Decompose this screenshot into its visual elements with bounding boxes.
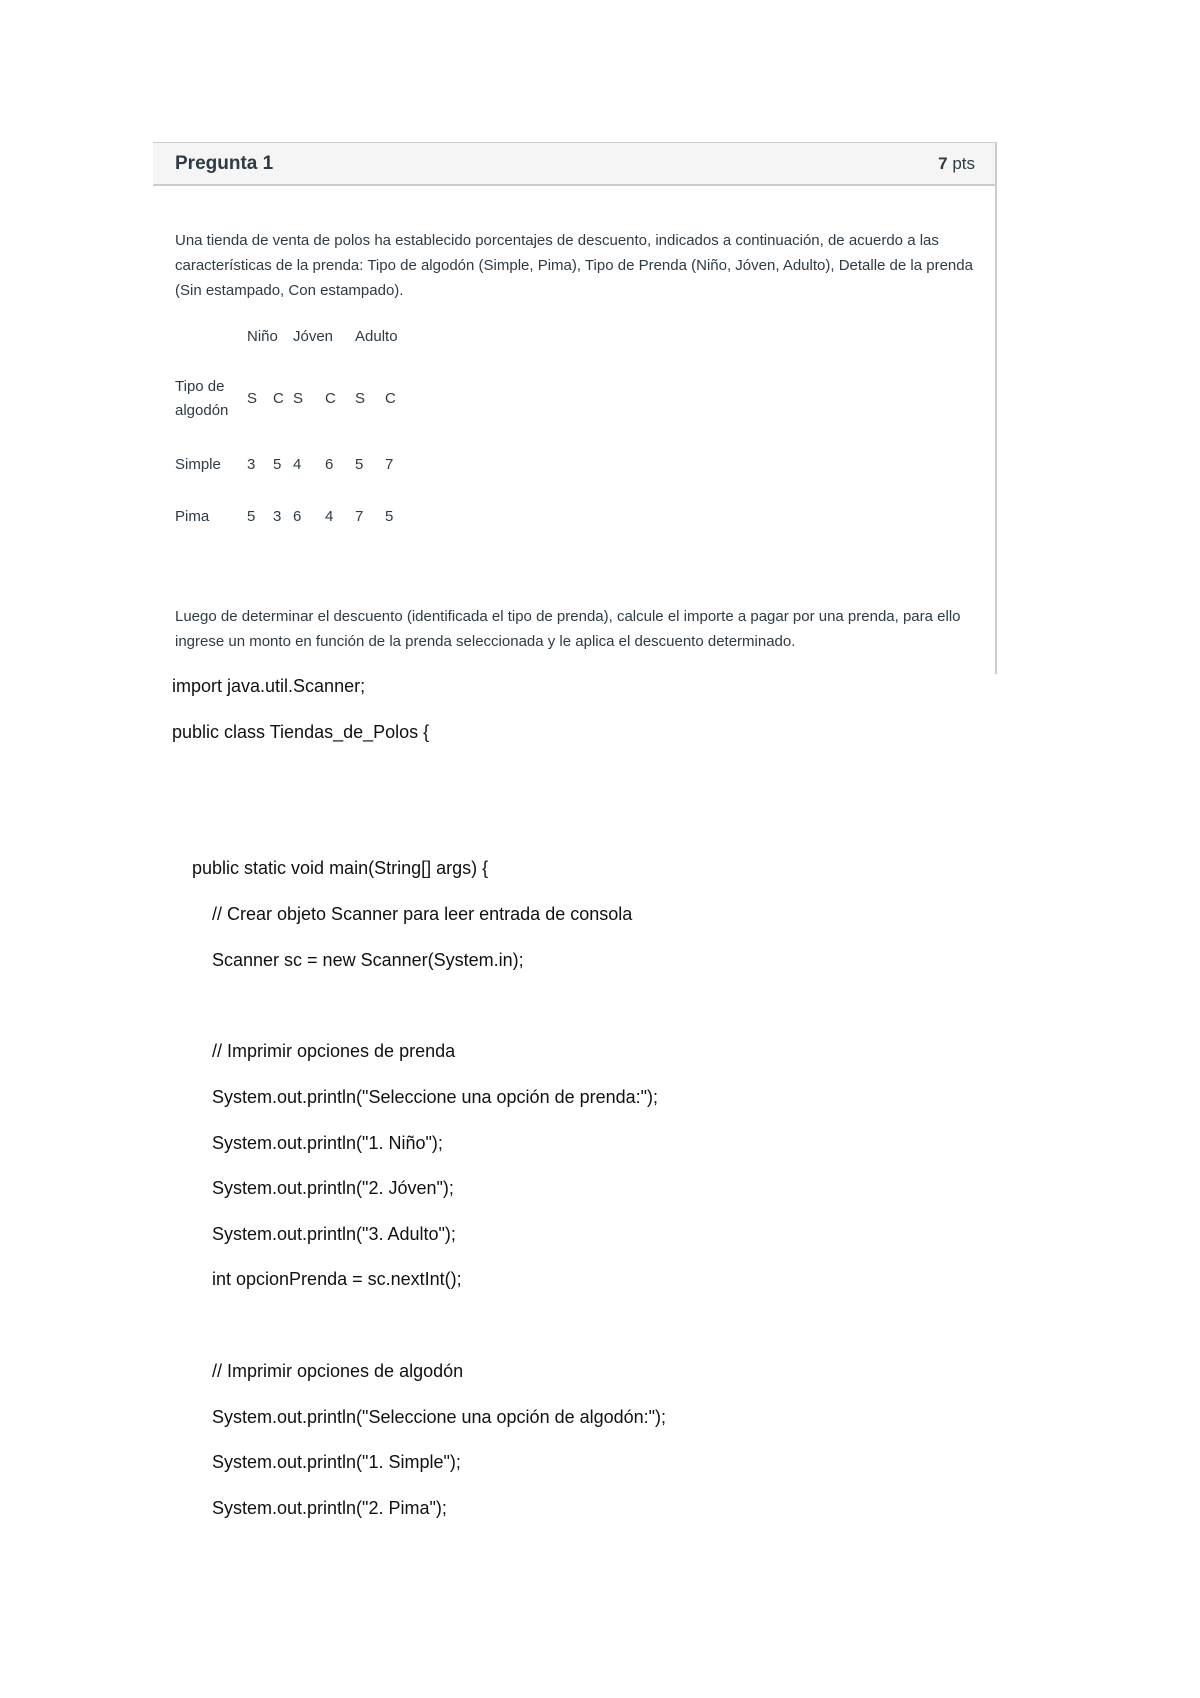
question-outro: Luego de determinar el descuento (identificada el tipo de prenda), calcule el importe a pagar por una prenda, para ello ingrese un monto en función de la prenda seleccionada y le aplica el descuento determinado.: [175, 608, 961, 650]
sub-header: S: [247, 390, 258, 407]
code-line: System.out.println("1. Simple");: [212, 1452, 461, 1472]
code-line: System.out.println("1. Niño");: [212, 1133, 443, 1153]
code-line: System.out.println("Seleccione una opción de prenda:");: [212, 1087, 659, 1107]
code-line: System.out.println("Seleccione una opción de algodón:");: [212, 1407, 667, 1427]
table-cell: 3: [247, 456, 256, 473]
code-line: // Imprimir opciones de prenda: [212, 1041, 456, 1061]
table-cell: 5: [355, 456, 364, 473]
header-adulto: Adulto: [355, 328, 398, 345]
row-label-pima: Pima: [175, 508, 210, 525]
sub-header: S: [293, 390, 304, 407]
code-line: Scanner sc = new Scanner(System.in);: [212, 950, 524, 970]
code-line: import java.util.Scanner;: [172, 676, 366, 696]
code-line: // Imprimir opciones de algodón: [212, 1361, 464, 1381]
sub-header: C: [325, 390, 336, 407]
table-cell: 3: [273, 508, 282, 525]
table-cell: 4: [293, 456, 302, 473]
table-cell: 5: [247, 508, 256, 525]
code-line: int opcionPrenda = sc.nextInt();: [212, 1269, 462, 1289]
table-cell: 7: [385, 456, 394, 473]
table-cell: 5: [273, 456, 282, 473]
question-card: [153, 142, 997, 674]
question-title: Pregunta 1: [175, 152, 274, 174]
code-line: public class Tiendas_de_Polos {: [172, 722, 430, 742]
discount-table: [175, 328, 435, 528]
sub-header: C: [273, 390, 284, 407]
sub-header: C: [385, 390, 396, 407]
header-joven: Jóven: [293, 328, 334, 345]
points-value: 7: [938, 153, 948, 173]
table-cell: 6: [325, 456, 334, 473]
question-points: [938, 154, 975, 174]
sub-header: S: [355, 390, 366, 407]
question-header: [153, 142, 995, 186]
row-label-algodon: algodón: [175, 402, 229, 419]
code-line: public static void main(String[] args) {: [192, 858, 489, 878]
table-cell: 4: [325, 508, 334, 525]
table-cell: 6: [293, 508, 302, 525]
code-line: System.out.println("3. Adulto");: [212, 1224, 456, 1244]
question-body: [153, 228, 995, 303]
row-label-tipo: Tipo de: [175, 378, 225, 395]
code-line: System.out.println("2. Pima");: [212, 1498, 447, 1518]
table-cell: 7: [355, 508, 364, 525]
question-intro: Una tienda de venta de polos ha establecido porcentajes de descuento, indicados a continuación, de acuerdo a las características de la prenda: Tipo de algodón (Simple, Pima), Tipo de Prenda (Niño, Jóven, Adulto), Detalle de la prenda (Sin estampado, Con estampado).: [175, 232, 973, 299]
code-line: System.out.println("2. Jóven");: [212, 1178, 454, 1198]
question-outro-wrap: [175, 604, 975, 654]
row-label-simple: Simple: [175, 456, 221, 473]
code-line: // Crear objeto Scanner para leer entrada de consola: [212, 904, 633, 924]
points-unit: pts: [952, 153, 975, 173]
table-cell: 5: [385, 508, 394, 525]
header-nino: Niño: [247, 328, 278, 345]
